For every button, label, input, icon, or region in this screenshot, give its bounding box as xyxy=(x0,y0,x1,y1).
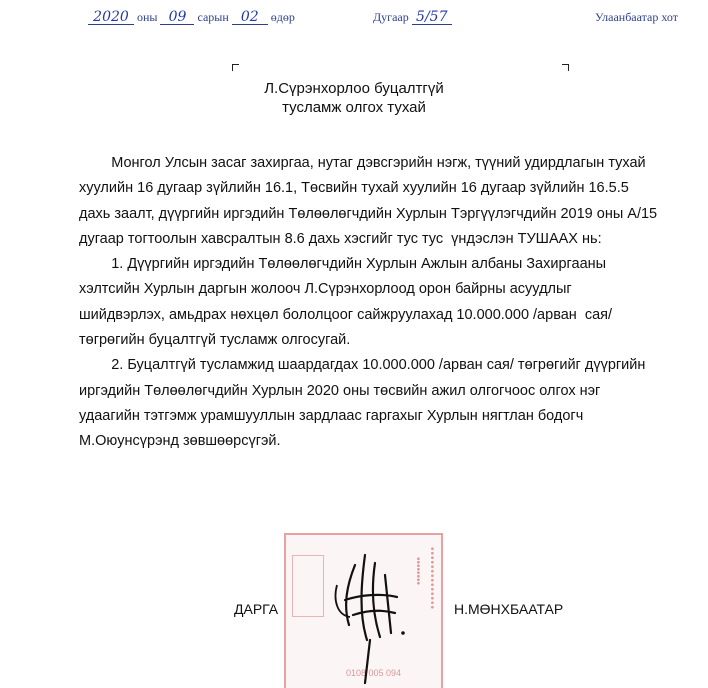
document-number xyxy=(373,10,452,25)
document-number-value: 5/57 xyxy=(412,10,452,25)
body-line: 2. Буцалтгүй тусламжид шаардагдах 10.000.000 /арван сая/ төгрөгийг дүүргийн xyxy=(79,357,646,374)
title-corner-right xyxy=(562,64,569,71)
body-line: удаагийн тэтгэмж урамшууллын зардлаас гаргахыг Хурлын нягтлан бодогч xyxy=(79,407,584,424)
date-year: 2020 xyxy=(88,10,134,25)
body-line: дахь заалт, дүүргийн иргэдийн Төлөөлөгчдийн Хурлын Тэргүүлэгчдийн 2019 оны А/15 xyxy=(79,205,658,222)
date-day: 02 xyxy=(232,10,268,25)
date-month: 09 xyxy=(160,10,194,25)
date-month-suffix: сарын xyxy=(197,10,229,24)
document-number-label: Дугаар xyxy=(373,10,409,24)
title-corner-left xyxy=(232,64,239,71)
body-line: иргэдийн Төлөөлөгчдийн Хурлын 2020 оны төсвийн ажил олгогчоос олгох нэг xyxy=(79,382,601,399)
body-line: төгрөгийн буцалтгүй тусламж олгосугай. xyxy=(79,332,351,349)
stamp-number: 0108 005 094 xyxy=(346,668,402,678)
stamp-text-inner: •••••••• xyxy=(412,557,423,586)
document-date xyxy=(88,10,295,25)
document-title xyxy=(0,79,708,117)
body-line: шийдвэрлэх, амьдрах нөхцөл бололцоог сайжруулахад 10.000.000 /арван сая/ xyxy=(79,306,613,323)
stamp-text-outer: •••••••••••••• xyxy=(426,547,437,611)
body-line: М.Оюунсүрэнд зөвшөөрсүгэй. xyxy=(79,433,281,450)
signatory-name: Н.МӨНХБААТАР xyxy=(454,601,564,617)
title-line-2: тусламж олгох тухай xyxy=(282,99,426,116)
date-day-suffix: өдөр xyxy=(270,10,295,24)
document-body xyxy=(79,151,708,455)
body-line: хуулийн 16 дугаар зүйлийн 16.1, Төсвийн тухай хуулийн 16 дугаар зүйлийн 16.5.5 xyxy=(79,180,629,197)
body-line: хэлтсийн Хурлын даргын жолооч Л.Сүрэнхорлоод орон байрны асуудлыг xyxy=(79,281,572,298)
document-location: Улаанбаатар хот xyxy=(595,10,678,24)
body-line: дугаар тогтоолын хавсралтын 8.6 дахь хэсгийг тус тус үндэслэн ТУШААХ нь: xyxy=(79,230,602,247)
body-line: Монгол Улсын засаг захиргаа, нутаг дэвсгэрийн нэгж, түүний удирдлагын тухай xyxy=(79,155,646,171)
title-line-1: Л.Сүрэнхорлоо буцалтгүй xyxy=(264,80,444,97)
date-year-suffix: оны xyxy=(137,10,158,24)
handwritten-signature xyxy=(325,545,415,686)
stamp-emblem xyxy=(292,555,324,617)
body-line: 1. Дүүргийн иргэдийн Төлөөлөгчдийн Хурлын Ажлын албаны Захиргааны xyxy=(79,256,607,273)
signatory-role: ДАРГА xyxy=(234,601,279,617)
